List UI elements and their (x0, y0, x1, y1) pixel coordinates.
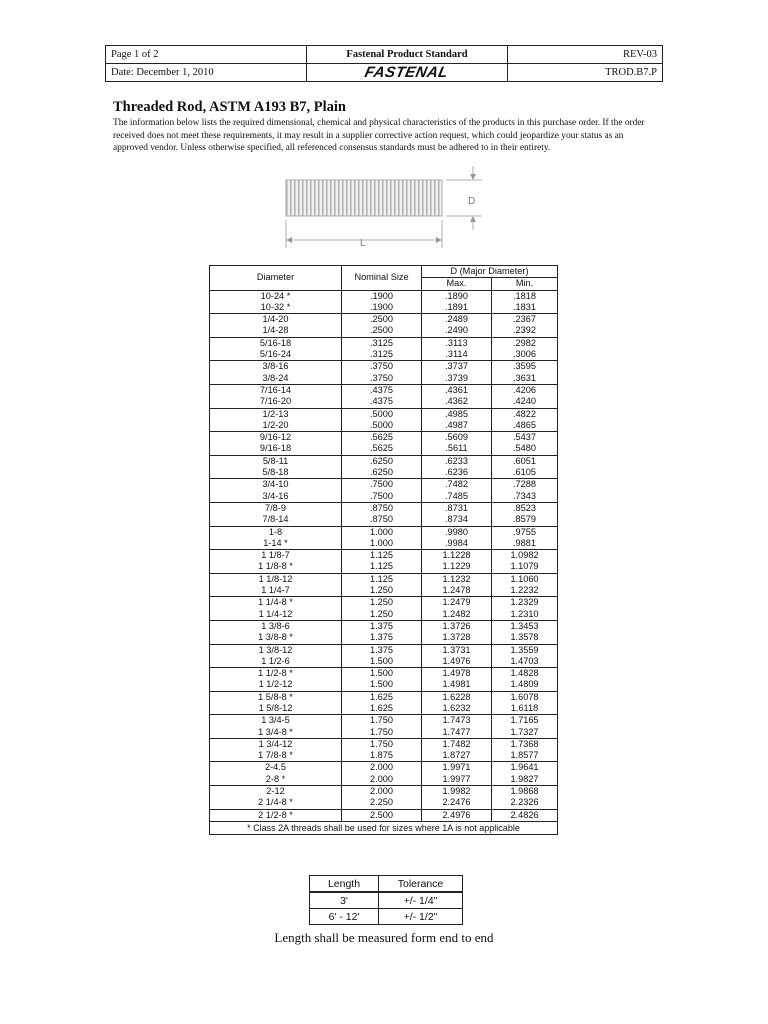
table-row (210, 715, 558, 727)
min-cell: 1.2310 (492, 609, 558, 621)
table-row (210, 479, 558, 491)
table-row (210, 443, 558, 455)
table-row (210, 526, 558, 538)
diameter-cell: 1 1/2-8 * (210, 668, 342, 680)
diameter-cell: 1/2-20 (210, 420, 342, 432)
nominal-size-cell: 1.125 (342, 573, 422, 585)
min-cell: .1818 (492, 290, 558, 302)
table-row (210, 384, 558, 396)
max-cell: .9984 (422, 538, 492, 550)
nominal-size-cell: 1.500 (342, 679, 422, 691)
max-cell: 1.6228 (422, 691, 492, 703)
table-row (310, 892, 463, 909)
header-table (105, 45, 663, 82)
diameter-cell: 1-8 (210, 526, 342, 538)
nominal-size-cell: 1.625 (342, 691, 422, 703)
diameter-cell: 1 3/8-8 * (210, 632, 342, 644)
min-cell: .2982 (492, 337, 558, 349)
diameter-cell: 2-12 (210, 786, 342, 798)
document-id: TROD.B7.P (508, 64, 663, 82)
nominal-size-cell: 2.250 (342, 797, 422, 809)
d-label: D (468, 196, 476, 207)
diameter-cell: 9/16-12 (210, 432, 342, 444)
table-row (210, 797, 558, 809)
diameter-cell: 3/8-24 (210, 373, 342, 385)
table-row (210, 302, 558, 314)
table-row (210, 491, 558, 503)
nominal-size-cell: .1900 (342, 290, 422, 302)
min-cell: 1.3559 (492, 644, 558, 656)
diameter-cell: 7/8-14 (210, 514, 342, 526)
max-cell: .4987 (422, 420, 492, 432)
table-row (210, 561, 558, 573)
diameter-cell: 1 1/4-7 (210, 585, 342, 597)
table-row (210, 349, 558, 361)
min-cell: .7343 (492, 491, 558, 503)
diameter-cell: 10-32 * (210, 302, 342, 314)
diameter-cell: 3/4-10 (210, 479, 342, 491)
table-row (210, 809, 558, 821)
table-row (210, 656, 558, 668)
max-cell: .2490 (422, 325, 492, 337)
nominal-size-cell: 1.500 (342, 668, 422, 680)
table-row (210, 573, 558, 585)
diameter-cell: 1 1/8-12 (210, 573, 342, 585)
max-cell: 1.7482 (422, 738, 492, 750)
diameter-cell: 1 3/8-6 (210, 620, 342, 632)
table-row (210, 597, 558, 609)
col-max: Max. (422, 278, 492, 290)
nominal-size-cell: .7500 (342, 479, 422, 491)
dimensions-table (209, 265, 558, 835)
max-cell: 1.4978 (422, 668, 492, 680)
min-cell: .4822 (492, 408, 558, 420)
table-row (210, 585, 558, 597)
col-diameter: Diameter (210, 266, 342, 291)
standard-name: Fastenal Product Standard (307, 46, 508, 64)
table-row (210, 609, 558, 621)
diameter-cell: 5/8-11 (210, 455, 342, 467)
nominal-size-cell: .1900 (342, 302, 422, 314)
max-cell: 1.3731 (422, 644, 492, 656)
table-row (210, 774, 558, 786)
threaded-rod-diagram (270, 160, 500, 252)
max-cell: .9980 (422, 526, 492, 538)
table-row (210, 408, 558, 420)
max-cell: 1.2478 (422, 585, 492, 597)
diameter-cell: 1 5/8-12 (210, 703, 342, 715)
length-cell: 6' - 12' (310, 909, 379, 925)
nominal-size-cell: 1.375 (342, 620, 422, 632)
max-cell: .4362 (422, 396, 492, 408)
max-cell: 2.4976 (422, 809, 492, 821)
min-cell: 1.1060 (492, 573, 558, 585)
table-row (210, 703, 558, 715)
diameter-cell: 3/8-16 (210, 361, 342, 373)
nominal-size-cell: .5000 (342, 420, 422, 432)
table-row (210, 644, 558, 656)
nominal-size-cell: 1.875 (342, 750, 422, 762)
min-cell: 2.4826 (492, 809, 558, 821)
min-cell: .9755 (492, 526, 558, 538)
max-cell: 1.3726 (422, 620, 492, 632)
min-cell: 2.2326 (492, 797, 558, 809)
diameter-cell: 10-24 * (210, 290, 342, 302)
nominal-size-cell: 1.750 (342, 727, 422, 739)
table-row (210, 550, 558, 562)
max-cell: 1.7477 (422, 727, 492, 739)
rod-body (286, 180, 442, 216)
diameter-cell: 2-4.5 (210, 762, 342, 774)
diameter-cell: 7/16-20 (210, 396, 342, 408)
min-cell: 1.2232 (492, 585, 558, 597)
diameter-cell: 1 1/8-7 (210, 550, 342, 562)
revision: REV-03 (508, 46, 663, 64)
max-cell: .8731 (422, 502, 492, 514)
nominal-size-cell: .4375 (342, 396, 422, 408)
nominal-size-cell: 1.250 (342, 609, 422, 621)
nominal-size-cell: .3125 (342, 349, 422, 361)
max-cell: .1891 (422, 302, 492, 314)
table-row (210, 420, 558, 432)
max-cell: 1.9982 (422, 786, 492, 798)
max-cell: 1.1232 (422, 573, 492, 585)
logo-text: FASTENAL (363, 64, 451, 81)
nominal-size-cell: 2.000 (342, 762, 422, 774)
table-row (210, 632, 558, 644)
diameter-cell: 1 3/4-8 * (210, 727, 342, 739)
max-cell: 1.8727 (422, 750, 492, 762)
max-cell: 2.2476 (422, 797, 492, 809)
max-cell: 1.9977 (422, 774, 492, 786)
diameter-cell: 1 1/4-12 (210, 609, 342, 621)
min-cell: .2392 (492, 325, 558, 337)
nominal-size-cell: 1.750 (342, 738, 422, 750)
min-cell: 1.7165 (492, 715, 558, 727)
min-cell: 1.1079 (492, 561, 558, 573)
diameter-cell: 1 1/2-6 (210, 656, 342, 668)
min-cell: .1831 (492, 302, 558, 314)
diameter-cell: 5/8-18 (210, 467, 342, 479)
min-cell: .5480 (492, 443, 558, 455)
nominal-size-cell: 2.500 (342, 809, 422, 821)
diameter-cell: 1/4-20 (210, 314, 342, 326)
intro-paragraph: The information below lists the required dimensional, chemical and physical characteristics of the products in this purchase order. If the order received does not meet these requirements, it may result in a supplier corrective action request, which could jeopardize your status as an approved vendor. Unless otherwise specified, all referenced consensus standards must be adhered to in their entirety. (113, 118, 645, 153)
max-cell: 1.3728 (422, 632, 492, 644)
table-row (210, 762, 558, 774)
table-row (210, 502, 558, 514)
max-cell: 1.6232 (422, 703, 492, 715)
table-row (210, 668, 558, 680)
diameter-cell: 1 5/8-8 * (210, 691, 342, 703)
nominal-size-cell: .6250 (342, 467, 422, 479)
table-row (210, 727, 558, 739)
min-cell: .3631 (492, 373, 558, 385)
table-row (210, 455, 558, 467)
min-cell: .4206 (492, 384, 558, 396)
document-date: Date: December 1, 2010 (106, 64, 307, 82)
max-cell: .3114 (422, 349, 492, 361)
diameter-cell: 1/4-28 (210, 325, 342, 337)
min-cell: .5437 (492, 432, 558, 444)
max-cell: 1.4981 (422, 679, 492, 691)
table-row (310, 909, 463, 925)
diameter-cell: 2 1/4-8 * (210, 797, 342, 809)
min-cell: .8523 (492, 502, 558, 514)
min-cell: 1.0982 (492, 550, 558, 562)
nominal-size-cell: .4375 (342, 384, 422, 396)
max-cell: .6233 (422, 455, 492, 467)
diameter-cell: 5/16-24 (210, 349, 342, 361)
min-cell: 1.6078 (492, 691, 558, 703)
max-cell: .5609 (422, 432, 492, 444)
nominal-size-cell: .2500 (342, 314, 422, 326)
table-row (210, 432, 558, 444)
diameter-cell: 2-8 * (210, 774, 342, 786)
diameter-cell: 3/4-16 (210, 491, 342, 503)
table-row (210, 691, 558, 703)
min-cell: 1.4809 (492, 679, 558, 691)
table-row (210, 373, 558, 385)
max-cell: .8734 (422, 514, 492, 526)
min-cell: 1.9827 (492, 774, 558, 786)
max-cell: .3739 (422, 373, 492, 385)
nominal-size-cell: 1.625 (342, 703, 422, 715)
diameter-cell: 1 1/8-8 * (210, 561, 342, 573)
min-cell: 1.9641 (492, 762, 558, 774)
min-cell: 1.2329 (492, 597, 558, 609)
diameter-cell: 1 3/8-12 (210, 644, 342, 656)
diameter-cell: 5/16-18 (210, 337, 342, 349)
max-cell: 1.1229 (422, 561, 492, 573)
tolerance-cell: +/- 1/4" (379, 892, 463, 909)
col-length: Length (310, 876, 379, 893)
nominal-size-cell: .5000 (342, 408, 422, 420)
min-cell: 1.8577 (492, 750, 558, 762)
min-cell: 1.6118 (492, 703, 558, 715)
table-row (210, 620, 558, 632)
table-row (210, 314, 558, 326)
fastenal-logo (307, 64, 508, 82)
nominal-size-cell: 1.375 (342, 632, 422, 644)
nominal-size-cell: 1.250 (342, 597, 422, 609)
nominal-size-cell: 1.000 (342, 526, 422, 538)
min-cell: .8579 (492, 514, 558, 526)
min-cell: 1.7368 (492, 738, 558, 750)
diameter-cell: 1/2-13 (210, 408, 342, 420)
page-title: Threaded Rod, ASTM A193 B7, Plain (113, 99, 346, 115)
nominal-size-cell: 1.375 (342, 644, 422, 656)
nominal-size-cell: .3125 (342, 337, 422, 349)
nominal-size-cell: .5625 (342, 443, 422, 455)
max-cell: .1890 (422, 290, 492, 302)
max-cell: .3113 (422, 337, 492, 349)
col-tolerance: Tolerance (379, 876, 463, 893)
length-cell: 3' (310, 892, 379, 909)
nominal-size-cell: .7500 (342, 491, 422, 503)
min-cell: .4240 (492, 396, 558, 408)
diameter-cell: 1-14 * (210, 538, 342, 550)
diameter-cell: 1 7/8-8 * (210, 750, 342, 762)
min-cell: .6105 (492, 467, 558, 479)
min-cell: 1.3578 (492, 632, 558, 644)
max-cell: .4361 (422, 384, 492, 396)
nominal-size-cell: 1.125 (342, 550, 422, 562)
diameter-cell: 7/8-9 (210, 502, 342, 514)
table-row (210, 738, 558, 750)
nominal-size-cell: .3750 (342, 361, 422, 373)
max-cell: .6236 (422, 467, 492, 479)
diameter-cell: 1 1/2-12 (210, 679, 342, 691)
table-row (210, 786, 558, 798)
min-cell: 1.4703 (492, 656, 558, 668)
table-row (210, 467, 558, 479)
table-row (210, 538, 558, 550)
measurement-note: Length shall be measured form end to end (274, 930, 494, 945)
min-cell: 1.4828 (492, 668, 558, 680)
max-cell: 1.9971 (422, 762, 492, 774)
nominal-size-cell: 1.125 (342, 561, 422, 573)
footnote: * Class 2A threads shall be used for sizes where 1A is not applicable (210, 821, 558, 834)
min-cell: .7288 (492, 479, 558, 491)
dimensions-body (210, 290, 558, 821)
nominal-size-cell: 2.000 (342, 774, 422, 786)
max-cell: .4985 (422, 408, 492, 420)
table-row (210, 679, 558, 691)
max-cell: .5611 (422, 443, 492, 455)
min-cell: .4865 (492, 420, 558, 432)
col-major-diameter: D (Major Diameter) (422, 266, 558, 278)
table-row (210, 290, 558, 302)
length-tolerance-table (309, 875, 463, 925)
min-cell: 1.3453 (492, 620, 558, 632)
nominal-size-cell: 2.000 (342, 786, 422, 798)
min-cell: .3595 (492, 361, 558, 373)
nominal-size-cell: 1.500 (342, 656, 422, 668)
max-cell: 1.2482 (422, 609, 492, 621)
diameter-cell: 1 3/4-12 (210, 738, 342, 750)
nominal-size-cell: .5625 (342, 432, 422, 444)
nominal-size-cell: 1.750 (342, 715, 422, 727)
min-cell: 1.9868 (492, 786, 558, 798)
max-cell: .7482 (422, 479, 492, 491)
table-row (210, 396, 558, 408)
col-nominal-size: Nominal Size (342, 266, 422, 291)
max-cell: .3737 (422, 361, 492, 373)
diameter-cell: 9/16-18 (210, 443, 342, 455)
max-cell: 1.1228 (422, 550, 492, 562)
page-number: Page 1 of 2 (106, 46, 307, 64)
nominal-size-cell: .6250 (342, 455, 422, 467)
nominal-size-cell: .8750 (342, 502, 422, 514)
nominal-size-cell: .2500 (342, 325, 422, 337)
l-label: L (360, 238, 366, 249)
min-cell: .6051 (492, 455, 558, 467)
max-cell: .7485 (422, 491, 492, 503)
diameter-cell: 1 3/4-5 (210, 715, 342, 727)
min-cell: .9881 (492, 538, 558, 550)
tolerance-cell: +/- 1/2" (379, 909, 463, 925)
table-row (210, 514, 558, 526)
max-cell: .2489 (422, 314, 492, 326)
max-cell: 1.4976 (422, 656, 492, 668)
diameter-cell: 7/16-14 (210, 384, 342, 396)
table-row (210, 361, 558, 373)
table-row (210, 325, 558, 337)
max-cell: 1.7473 (422, 715, 492, 727)
min-cell: .3006 (492, 349, 558, 361)
nominal-size-cell: 1.250 (342, 585, 422, 597)
max-cell: 1.2479 (422, 597, 492, 609)
table-row (210, 337, 558, 349)
table-row (210, 750, 558, 762)
min-cell: 1.7327 (492, 727, 558, 739)
diameter-cell: 1 1/4-8 * (210, 597, 342, 609)
nominal-size-cell: .3750 (342, 373, 422, 385)
diameter-cell: 2 1/2-8 * (210, 809, 342, 821)
nominal-size-cell: .8750 (342, 514, 422, 526)
nominal-size-cell: 1.000 (342, 538, 422, 550)
col-min: Min. (492, 278, 558, 290)
min-cell: .2367 (492, 314, 558, 326)
